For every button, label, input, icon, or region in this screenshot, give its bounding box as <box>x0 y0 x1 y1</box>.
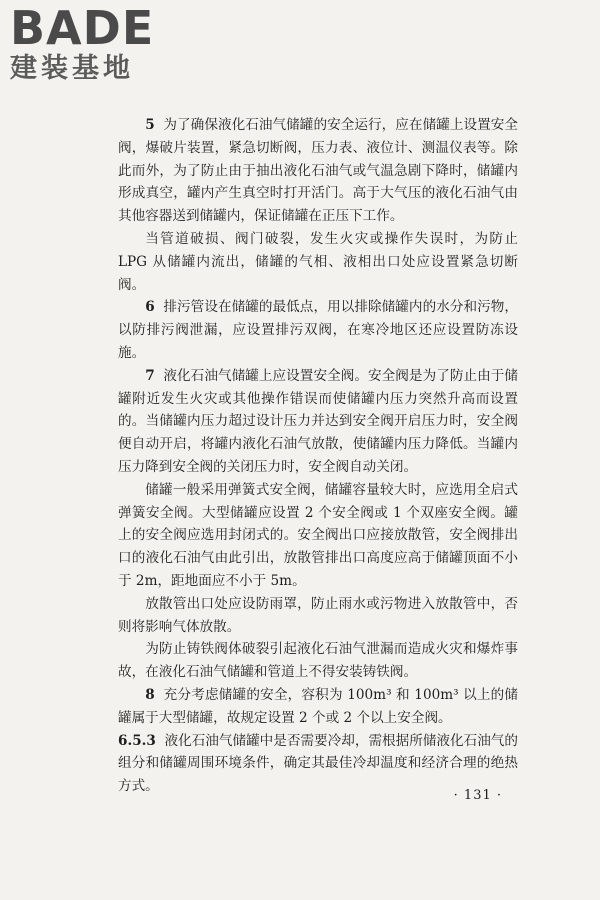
logo-subtitle: 建装基地 <box>10 53 134 84</box>
paragraph-text: 排污管设在储罐的最低点，用以排除储罐内的水分和污物，以防排污阀泄漏，应设置排污双阀，在寒冷地区还应设置防冻设施。 <box>118 299 518 361</box>
page-number: · 131 · <box>453 788 502 803</box>
paragraph-text: 为防止铸铁阀体破裂引起液化石油气泄漏而造成火灾和爆炸事故，在液化石油气储罐和管道上不得安装铸铁阀。 <box>118 641 518 681</box>
item-number: 6 <box>145 299 155 316</box>
section-text: 液化石油气储罐中是否需要冷却，需根据所储液化石油气的组分和储罐周围环境条件，确定其最佳冷却温度和经济合理的绝热方式。 <box>118 732 518 795</box>
paragraph-text: 充分考虑储罐的安全，容积为 100m³ 和 100m³ 以上的储罐属于大型储罐，故规定设置 2 个或 2 个以上安全阀。 <box>118 686 518 726</box>
paragraph-8 <box>118 684 518 730</box>
paragraph-text: 当管道破损、阀门破裂，发生火灾或操作失误时，为防止 LPG 从储罐内流出，储罐的气相、液相出口处应设置紧急切断阀。 <box>118 230 518 293</box>
paragraph-6 <box>118 296 518 364</box>
paragraph-text: 放散管出口处应设防雨罩，防止雨水或污物进入放散管中，否则将影响气体放散。 <box>118 595 518 635</box>
body-text <box>118 114 518 798</box>
item-number: 7 <box>145 367 155 384</box>
item-number: 8 <box>145 686 155 703</box>
paragraph-7 <box>118 365 518 479</box>
paragraph-cast-iron <box>118 638 518 684</box>
paragraph-rain-cap <box>118 593 518 639</box>
paragraph-text: 液化石油气储罐上应设置安全阀。安全阀是为了防止由于储罐附近发生火灾或其他操作错误而使储罐内压力突然升高而设置的。当储罐内压力超过设计压力并达到安全阀开启压力时，安全阀便自动开启，将罐内液化石油气放散，使储罐内压力降低。当罐内压力降到安全阀的关闭压力时，安全阀自动关闭。 <box>118 367 518 475</box>
paragraph-emergency-valve <box>118 228 518 296</box>
paragraph-text: 储罐一般采用弹簧式安全阀，储罐容量较大时，应选用全启式弹簧安全阀。大型储罐应设置 2 个安全阀或 1 个双座安全阀。罐上的安全阀应选用封闭式的。安全阀出口应接放散管，安全阀排出口的液化石油气由此引出，放散管排出口高度应高于储罐顶面不小于 2m，距地面应不小于 5m。 <box>118 481 518 589</box>
item-number: 5 <box>145 117 155 133</box>
section-number: 6.5.3 <box>118 732 156 749</box>
paragraph-spring-valve <box>118 479 518 593</box>
paragraph-5 <box>118 114 518 228</box>
logo-brand: BADE <box>10 1 155 55</box>
paragraph-text: 为了确保液化石油气储罐的安全运行，应在储罐上设置安全阀，爆破片装置，紧急切断阀，压力表、液位计、测温仪表等。除此而外，为了防止由于抽出液化石油气或气温急剧下降时，储罐内形成真空，罐内产生真空时打开活门。高于大气压的液化石油气由其他容器送到储罐内，保证储罐在正压下工作。 <box>118 117 518 225</box>
publisher-logo <box>10 1 180 86</box>
